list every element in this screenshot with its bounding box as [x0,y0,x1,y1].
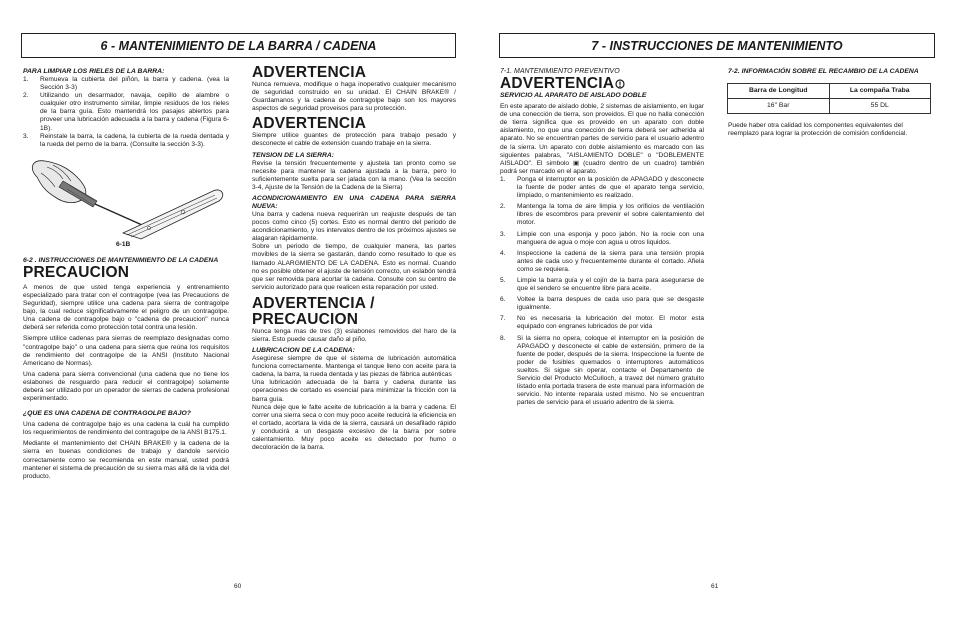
left-page-header: 6 - MANTENIMIENTO DE LA BARRA / CADENA [21,33,456,58]
replacement-chain-table [727,83,931,114]
conditioning-title: ACONDICIONAMIENTO EN UNA CADENA PARA SIERRA NUEVA: [252,194,456,210]
precaucion-heading: PRECAUCION [23,263,130,281]
section-7-2-title: 7-2. INFORMACIÓN SOBRE EL RECAMBIO DE LA CADENA [728,68,919,75]
table-cell: 16" Bar [728,99,830,114]
paragraph: En este aparato de aislado doble, 2 sistemas de aislamiento, en lugar de una conección de tierra, son proveidos. El que no halla conección de tierra significa que es proveido en un aparato con doble aislamiento, no que una conección de tierra deberá ser adherida al aparato. No se encuentran partes de servicio para el usuario adentro de la sierra. Un aparato con doble aislamiento es marcado con las siguientes palabras, "AISLAMIENTO DOBLE" o "DOBLEMENTE AISLADO". El simbolo ▣ (cuadro dentro de un cuadro) también podrá ser marcado en el aparato. [500,103,704,175]
question-title: ¿QUE ES UNA CADENA DE CONTRAGOLPE BAJO? [23,410,191,418]
right-page-header: 7 - INSTRUCCIONES DE MANTENIMIENTO [499,33,935,58]
list-item: 3. Limpie con una esponja y poco jabón. No la rocie con una manguera de agua o moje con agua u otros liquidos. [500,230,704,246]
rails-steps-list [23,76,229,149]
service-title: SERVICIO AL APARATO DE AISLADO DOBLE [500,92,647,100]
figure-label: 6-1B [116,240,131,248]
bar-cleaning-illustration [23,155,229,243]
page-number: 60 [234,583,242,590]
list-item: 3. Reinstale la barra, la cadena, la cubierta de la rueda dentada y la rueda del perno de la barra. (Consulte la sección 3-3). [23,132,229,148]
list-item: 6. Voltee la barra despues de cada uso para que se desgaste igualmente. [500,296,704,312]
list-item: 1. Ponga el interruptor en la posición de APAGADO y desconecte la fuente de poder antes de que el aparato tenga servicio, limpiado, o mantenimiento es realizado. [500,175,704,200]
advertencia-heading: ADVERTENCIA [252,115,367,133]
page-number: 61 [711,583,719,590]
paragraph: Siempre utilice cadenas para sierras de reemplazo designadas como "contragolpe bajo" o una cadena para sierra que reúna los requisitos de rendimiento del contragolpe de la ANSI (Instituto Nacional Americano de Normas). [23,335,229,367]
paragraph: Revise la tensión frecuentemente y ajustela tan pronto como se necesite para mantener la cadena ajustada a la barra, pero lo suficientemente suelta para ser jalada con la mano. (Vea la sección 3-4, Ajuste de la Tensión de la Cadena de la Sierra) [252,159,456,191]
lubrication-title: LUBRICACION DE LA CADENA: [252,347,355,355]
advertencia-heading: ADVERTENCIA [500,76,704,92]
rails-title: PARA LIMPIAR LOS RIELES DE LA BARRA: [23,68,165,75]
double-insulation-icon [615,79,625,89]
list-item: 7. No es necesaria la lubricación del motor. El motor esta equipado con engranes lubricados de por vida [500,315,704,331]
section-6-2-title: 6-2 . INSTRUCCIONES DE MANTENIMIENTO DE LA CADENA [23,256,219,264]
maintenance-steps-list [500,176,704,407]
paragraph: Nunca remueva, modifique o haga inoperativo cualquier mecanismo de seguridad construido en su unidad. El CHAIN BRAKE® / Guardamanos y la cadena de contragolpe bajo son los mayores aspectos de seguridad proveisos para su protección. [252,81,456,113]
right-column-1 [500,68,704,407]
list-item: 1. Remueva la cubierta del piñón, la barra y cadena. (vea la Sección 3-3) [23,76,229,92]
list-item: 5. Limpie la barra guía y el cojín de la barra para asegurarse de que el sendero se encuentre libre para aceite. [500,276,704,293]
figure-6-1b [23,155,229,253]
paragraph: Nunca tenga mas de tres (3) eslabones removidos del haro de la sierra. Esto puede causar daño al piño. [252,327,456,343]
table-cell: 55 DL [829,99,931,114]
advertencia-precaucion-heading-line2: PRECAUCION [252,310,359,328]
paragraph: Siempre utilice guantes de protección para trabajo pesado y desconecte el cable de extensión cuando trabaje en la sierra. [252,132,456,148]
paragraph: Una barra y cadena nueva requerirán un reajuste después de tan pocos como cinco (5) cortes. Esto es normal dentro del periodo de acondicionamiento, y los intervalos dentro de los próximos ajustes se alagaran rápidamente. [252,210,456,243]
paragraph: Una cadena para sierra convencional (una cadena que no tiene los eslabones de resguardo para reducir el contragolpe) solamente deberá ser utilizado por un operador de sierras de cadena profesional experimentado. [23,370,229,403]
right-column-2 [728,68,933,138]
list-item: 4. Inspeccione la cadena de la sierra para una tensión propia antes de cada uso y frecuentemente durante el cortado. Afiela como se requiera. [500,249,704,273]
table-header-cell: Barra de Longitud [728,84,830,99]
paragraph: Sobre un periodo de tiempo, de cualquier manera, las partes movibles de la sierra se gastarán, dando como resultado lo que es llamado ALARGMIENTO DE LA CADENA. Esto es normal. Cuando no es posible obtener el ajuste de tensión correcto, un eslabón tendrá que ser removida para acortar la cadena. Consulte con su centro de servicio autorizado para que realicen esta reparación por usted. [252,243,456,291]
left-column-2 [252,65,456,452]
advertencia-precaucion-heading: ADVERTENCIA / [252,294,375,312]
table-header-row [728,84,931,99]
left-column-1 [23,68,229,481]
paragraph: Puede haber otra calidad los componentes equivalentes del reemplazo para lograr la protección de comisión confidencial. [728,122,908,138]
list-item: 2. Utilizando un desarmador, navaja, cepillo de alambre o cualquier otro instrumento similar, limpie residuos de los rieles de la barra guía. Esto mantendrá los pasajes abiertos para proveer una lubricación adecuada a la barra y cadena (Figura 6-1B). [23,92,229,132]
table-row [728,99,931,114]
paragraph: Asegúrese siempre de que el sistema de lubricación automática funciona correctamente. Mantenga el tanque lleno con aceite para la cadena, la barra, la rueda dentada y las piezas de fábrica auténticas [252,355,456,379]
list-item: 2. Mantenga la toma de aire limpia y los orificios de ventilación libres de escombros para prevenir el sobre calentamiento del motor. [500,203,704,227]
list-item: 8. Si la sierra no opera, coloque el interruptor en la posición de APAGADO y desconecte el cable de extensión, primero de la fuente de poder, después de la sierra. Inspeccione la fuente de poder de fusibles quemados o interruptores automáticos sueltos. Si sigue sin operar, contacte el Departamento de Servicio del Producto McCulloch, a travez del número gratuito listado enla portada trasera de este manual para información de servicio. No intente reparala usted mismo. No se encuentran partes de servicio para el usuario adentro de la sierra. [500,334,704,407]
paragraph: Una cadena de contragolpe bajo es una cadena la cuál ha cumplido los requerimientos de rendimiento del contragolpe de la ANSI B175.1. [23,421,229,437]
paragraph: Nunca deje que le falte aceite de lubricación a la barra y cadena. El correr una sierra seca o con muy poco aceite reducirá la eficiencia en el cortado, acortara la vida de la sierra, causará un desafilado rápido y conducirá a un desgaste excesivo de la barra por sobre calentamiento. Muy poco aceite es detectado por humo o decoloración de la barra. [252,403,456,452]
paragraph: A menos de que usted tenga experiencia y entrenamiento especializado para tratar con el contragolpe (vea las Precaucions de Seguridad), siempre utilice una cadena para sierra de contragolpe bajo, la cual reduce significativamente el peligro de un contragolpe. Una cadena de contragolpe bajo o "cadena de precaucion" nunca deberá ser referida como protección total contra una lesión. [23,283,229,332]
paragraph: Una lubricación adecuada de la barra y cadena durante las operaciones de cortado es esencial para minimizar la fricción con la barra guía. [252,379,456,403]
advertencia-heading: ADVERTENCIA [252,64,367,81]
section-7-1-title: 7-1. MANTENIMIENTO PREVENTIVO [500,68,620,75]
table-header-cell: La compaña Traba [829,84,931,99]
paragraph: Mediante el mantenimiento del CHAIN BRAKE® y la cadena de la sierra en buenas condiciones de trabajo y dandole servicio correctamente como se recomienda en este manual, usted podrá mantener el sistema de precaución de su sierra mas allá de la vida del producto. [23,440,229,480]
tension-title: TENSION DE LA SIERRA: [252,151,335,159]
